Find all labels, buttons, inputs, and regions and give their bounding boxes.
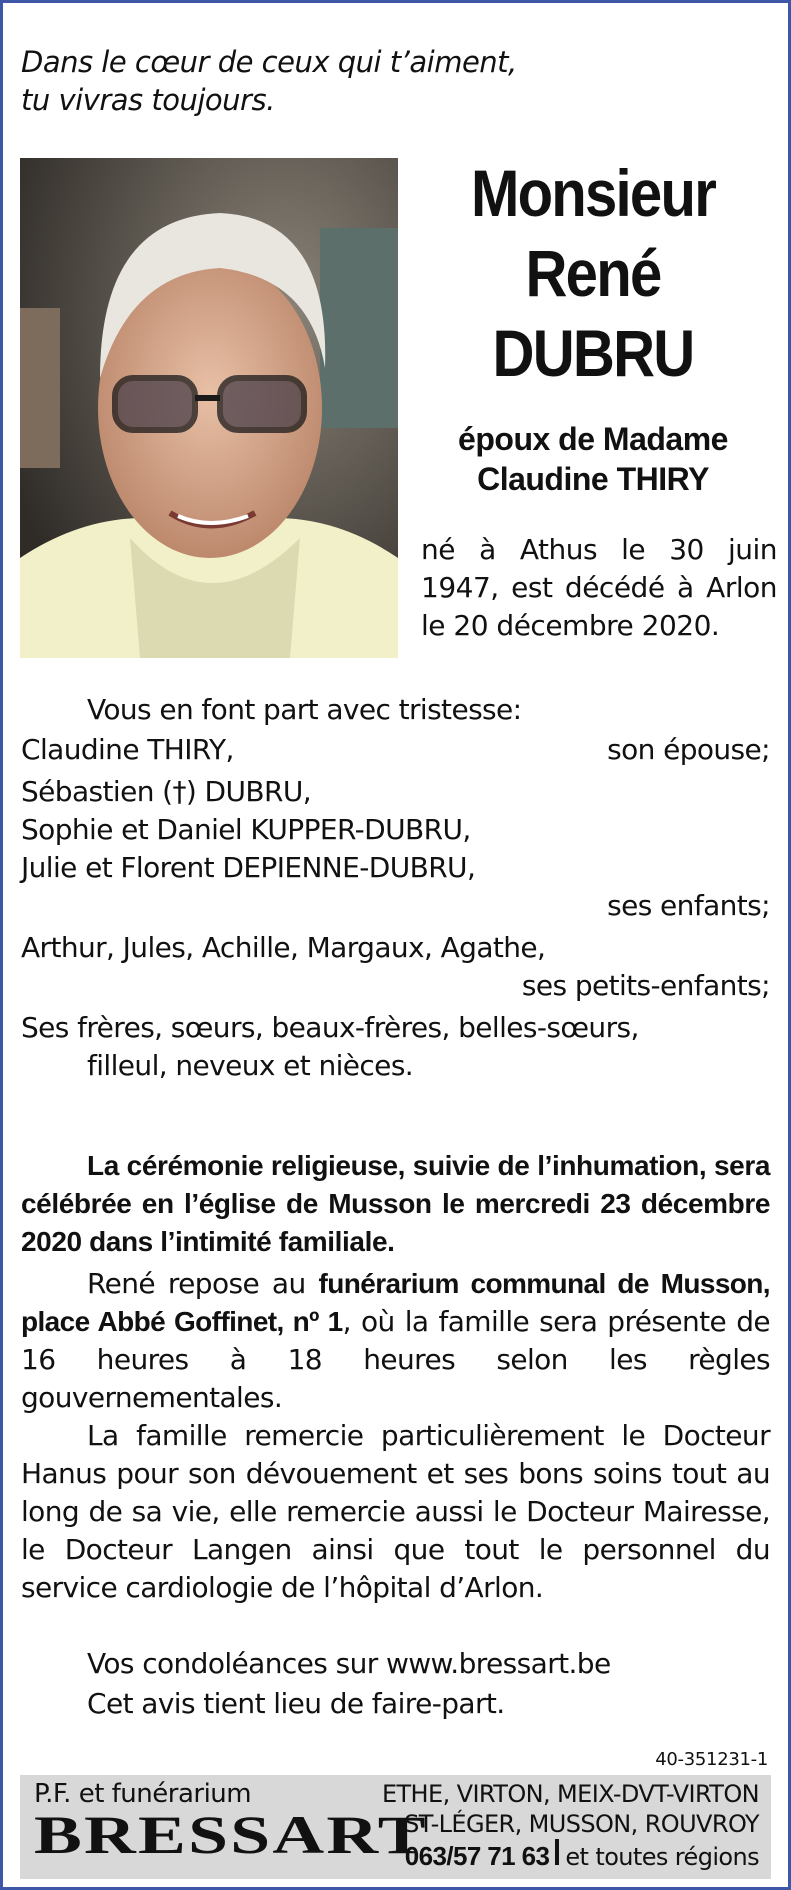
quote-line-1: Dans le cœur de ceux qui t’aiment, — [21, 45, 517, 79]
quote-line-2: tu vivras toujours. — [21, 83, 275, 117]
funeral-home-brand — [34, 1779, 428, 1871]
spouse-info — [403, 419, 783, 499]
brand-logo: BRESSART — [34, 1804, 428, 1866]
portrait-illustration — [20, 158, 398, 658]
ceremony-text: La cérémonie religieuse, suivie de l’inhumation, sera célébrée en l’église de Musson le mercredi 23 décembre 2020 dans l’intimité familiale. — [21, 1150, 770, 1257]
grandchildren-role: ses petits-enfants; — [521, 969, 770, 1002]
phone-number: 063/57 71 63 — [404, 1841, 550, 1871]
phone-row — [382, 1839, 759, 1872]
child-3: Julie et Florent DEPIENNE-DUBRU, — [21, 851, 476, 884]
notice-line: Cet avis tient lieu de faire-part. — [87, 1687, 505, 1720]
children-list — [21, 773, 770, 887]
birth-death-info: né à Athus le 30 juin 1947, est décédé à Arlon le 20 décembre 2020. — [421, 533, 777, 642]
family-line-1: Ses frères, sœurs, beaux-frères, belles-sœurs, — [21, 1011, 639, 1044]
spouse-name: Claudine THIRY, — [21, 733, 234, 766]
funeral-home-contact — [382, 1779, 759, 1872]
name-last: DUBRU — [492, 316, 694, 390]
spouse-row — [21, 731, 770, 769]
funerarium-paragraph — [21, 1265, 770, 1417]
family-line-2: filleul, neveux et nièces. — [87, 1049, 414, 1082]
children-role: ses enfants; — [607, 889, 770, 922]
thanks-paragraph — [21, 1417, 770, 1607]
spouse-role: son épouse; — [607, 733, 770, 766]
spouse-line-1: époux de Madame — [458, 421, 728, 457]
reference-number: 40-351231-1 — [655, 1749, 768, 1770]
funerarium-suffix: , où la famille sera présente de 16 heures à 18 heures selon les règles gouvernementales. — [21, 1305, 771, 1414]
funerarium-address: funérarium communal de Musson, place Abbé Goffinet, nº 1 — [21, 1268, 770, 1337]
announce-intro: Vous en font part avec tristesse: — [87, 693, 522, 726]
closing-lines — [21, 1645, 770, 1723]
family-announcement — [21, 691, 770, 1085]
portrait-photo — [20, 158, 398, 658]
regions-text: et toutes régions — [565, 1843, 759, 1871]
locations-line-1: ETHE, VIRTON, MEIX-DVT-VIRTON — [381, 1780, 759, 1808]
name-first: René — [525, 236, 661, 310]
ceremony-paragraph — [21, 1147, 770, 1261]
grandchildren: Arthur, Jules, Achille, Margaux, Agathe, — [21, 931, 546, 964]
locations-line-2: ST-LÉGER, MUSSON, ROUVROY — [404, 1810, 759, 1838]
pf-label: P.F. et funérarium — [34, 1779, 252, 1809]
funerarium-prefix: René repose au — [87, 1267, 319, 1300]
epitaph-quote — [21, 43, 517, 119]
deceased-name — [413, 153, 773, 393]
condolences-line: Vos condoléances sur www.bressart.be — [87, 1647, 611, 1680]
separator-bar — [555, 1839, 559, 1865]
name-title: Monsieur — [470, 156, 716, 230]
child-2: Sophie et Daniel KUPPER-DUBRU, — [21, 813, 471, 846]
funeral-home-banner — [20, 1775, 771, 1879]
spouse-line-2: Claudine THIRY — [477, 461, 709, 497]
child-1: Sébastien (†) DUBRU, — [21, 775, 312, 808]
thanks-text: La famille remercie particulièrement le Docteur Hanus pour son dévouement et ses bons soins tout au long de sa vie, elle remercie aussi le Docteur Mairesse, le Docteur Langen ainsi que tout le personnel du service cardiologie de l’hôpital d’Arlon. — [21, 1419, 770, 1604]
